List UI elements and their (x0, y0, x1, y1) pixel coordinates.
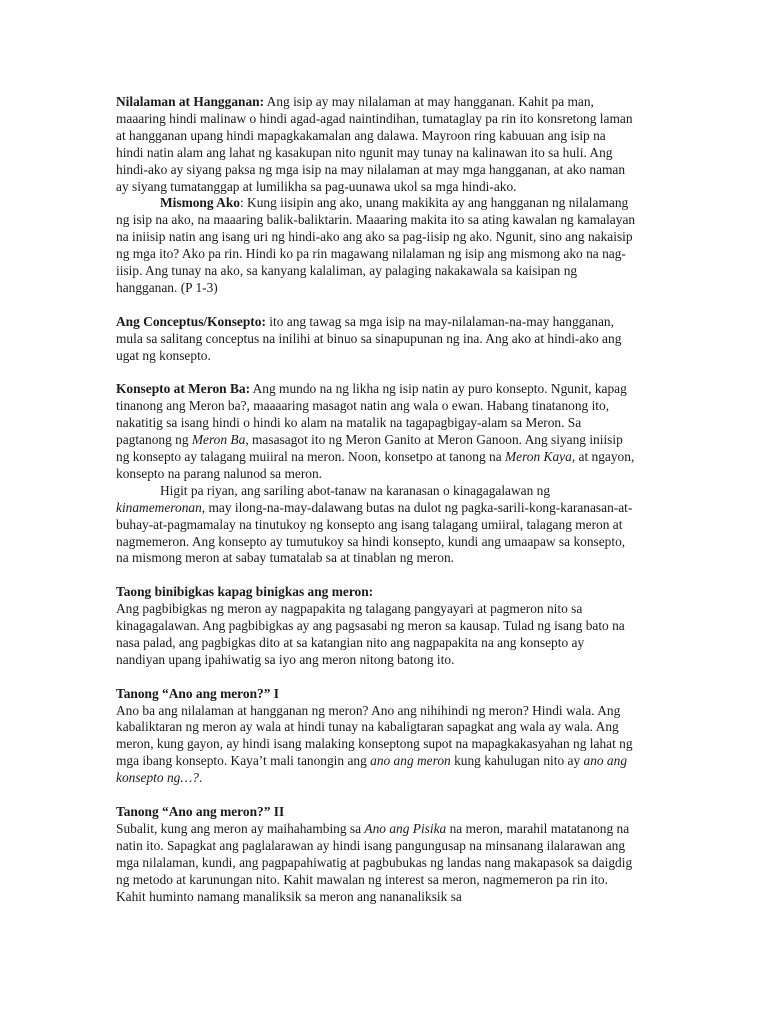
paragraph-conceptus (116, 314, 636, 365)
body-mismong-ako: : Kung iisipin ang ako, unang makikita ay ang hangganan ng nilalamang ng isip na ako, na maaaring balik-baliktarin. Maaaring makita ito sa ating kawalan ng kamalayan na iniisip natin ang isang uri ng hindi-ako ang ako sa pag-iisip ng ako. Ngunit, sino ang nakaisip ng mga ito? Ako pa rin. Hindi ko pa rin magawang nilalaman ng isip ang mismong ako na nag-iisip. Ang tunay na ako, sa kanyang kalaliman, ay palaging nakakawala sa kaisipan ng hangganan. (P 1-3) (116, 195, 636, 295)
paragraph-higit-pa (116, 483, 636, 568)
body-tanong-2-b: na meron, marahil matatanong na natin ito. Sapagkat ang paglalarawan ay hindi isang pangungusap na minsanang ilalarawan ang mga nilalaman, kundi, ang pagpapahiwatig at pagbubukas ng landas nang makapasok sa daigdig ng metodo at karunungan nito. Kahit mawalan ng interest sa meron, nagmemeron pa rin ito. Kahit huminto namang manaliksik sa meron ang nananaliksik sa (116, 820, 633, 904)
paragraph-tanong-2 (116, 821, 636, 906)
heading-line-tanong-2 (116, 804, 636, 821)
paragraph-gap (116, 669, 636, 686)
heading-tanong-2: Tanong “Ano ang meron?” II (116, 803, 285, 819)
emphasis-ano-ang-konsepto: ano ang konsepto ng…? (116, 753, 628, 786)
emphasis-kinamemeronan: kinamemeronan (116, 499, 202, 515)
heading-taong-binibigkas: Taong binibigkas kapag binigkas ang meron: (116, 584, 374, 600)
document-page (116, 94, 636, 905)
body-higit-pa-a: Higit pa riyan, ang sariling abot-tanaw na karanasan o kinagagalawan ng (160, 482, 551, 498)
heading-line-taong-binibigkas (116, 584, 636, 601)
body-conceptus: ito ang tawag sa mga isip na may-nilalaman-na-may hangganan, mula sa salitang conceptus na inilihi at binuo sa sinapupunan ng ina. Ang ako at hindi-ako ang ugat ng konsepto. (116, 313, 622, 363)
body-higit-pa-b: , may ilong-na-may-dalawang butas na dulot ng pagka-sarili-kong-karanasan-at-buhay-at-pagmamalay na tinutukoy ng konsepto ang isang talagang umiiral, talagang meron at nagmemeron. Ang konsepto ay tumutukoy sa hindi konsepto, kundi ang umaapaw sa konsepto, na mismong meron at sabay tumatalab sa at tinablan ng meron. (116, 499, 633, 566)
body-konsepto-meron-c: , at ngayon, konsepto na parang nalunod sa meron. (116, 449, 635, 481)
emphasis-meron-kaya: Meron Kaya (504, 449, 572, 464)
heading-tanong-1: Tanong “Ano ang meron?” I (116, 685, 279, 701)
heading-line-tanong-1 (116, 686, 636, 703)
body-nilalaman: Ang isip ay may nilalaman at may hangganan. Kahit pa man, maaaring hindi malinaw o hindi agad-agad naintindihan, tumataglay pa rin ito konsretong laman at hangganan upang hindi mapagkakamalan ang dalawa. Mayroon ring kabuuan ang isip na hindi natin alam ang lahat ng kasakupan nito ngunit may tunay na kalinawan ito sa huli. Ang hindi-ako ay siyang paksa ng mga isip na may nilalaman at may mga hangganan, at ako naman ay siyang tumatanggap at lumilikha sa pag-uunawa ukol sa mga hindi-ako. (116, 94, 633, 194)
emphasis-ano-ang-pisika: Ano ang Pisika (364, 820, 447, 836)
body-konsepto-meron-a: Ang mundo na ng likha ng isip natin ay puro konsepto. Ngunit, kapag tinanong ang Meron ba?, maaaaring masagot natin ang wala o ewan. Habang tinatanong ito, nakatitig sa isang hindi o hindi ko alam na matalik na tagapagbigay-alam sa Meron. Sa pagtanong ng (116, 381, 627, 448)
body-tanong-2-a: Subalit, kung ang meron ay maihahambing sa (116, 820, 365, 836)
body-tanong-1-a: Ano ba ang nilalaman at hangganan ng meron? Ano ang nihihindi ng meron? Hindi wala. Ang kabaliktaran ng meron ay wala at hindi tunay na kabaligtaran sapagkat ang wala ay wala. Ang meron, kung gayon, ay hindi isang malaking konseptong supot na mapagkakasyahan ng lahat ng mga ibang konsepto. Kaya’t mali tanongin ang (116, 702, 633, 769)
heading-konsepto-meron: Konsepto at Meron Ba: (116, 381, 251, 397)
paragraph-gap (116, 364, 636, 381)
body-tanong-1-b: kung kahulugan nito ay (450, 753, 584, 769)
paragraph-taong-binibigkas (116, 601, 636, 669)
emphasis-ano-ang-meron: ano ang meron (370, 753, 451, 769)
body-konsepto-meron-b: , masasagot ito ng Meron Ganito at Meron Ganoon. Ang siyang iniisip ng konsepto ay talagang muiiral na meron. Noon, konsetpo at tanong na (116, 432, 623, 464)
body-tanong-1-c: . (198, 770, 203, 786)
heading-nilalaman: Nilalaman at Hangganan: (116, 94, 265, 109)
paragraph-gap (116, 787, 636, 804)
paragraph-mismong-ako (116, 195, 636, 296)
paragraph-konsepto-meron (116, 381, 636, 482)
paragraph-gap (116, 297, 636, 314)
heading-conceptus: Ang Conceptus/Konsepto: (116, 313, 266, 329)
paragraph-nilalaman (116, 94, 636, 195)
heading-mismong-ako: Mismong Ako (160, 195, 240, 211)
paragraph-gap (116, 567, 636, 584)
paragraph-tanong-1 (116, 703, 636, 788)
emphasis-meron-ba: Meron Ba (191, 432, 246, 448)
body-taong-binibigkas: Ang pagbibigkas ng meron ay nagpapakita ng talagang pangyayari at pagmeron nito sa kinagagalawan. Ang pagbibigkas ay ang pagsasabi ng meron sa kausap. Tulad ng isang bato na nasa palad, ang pagbigkas dito at sa katangian nito ang nagpapakita na ang konsepto ay nandiyan upang ipahiwatig sa iyo ang meron nitong batong ito. (116, 601, 625, 667)
